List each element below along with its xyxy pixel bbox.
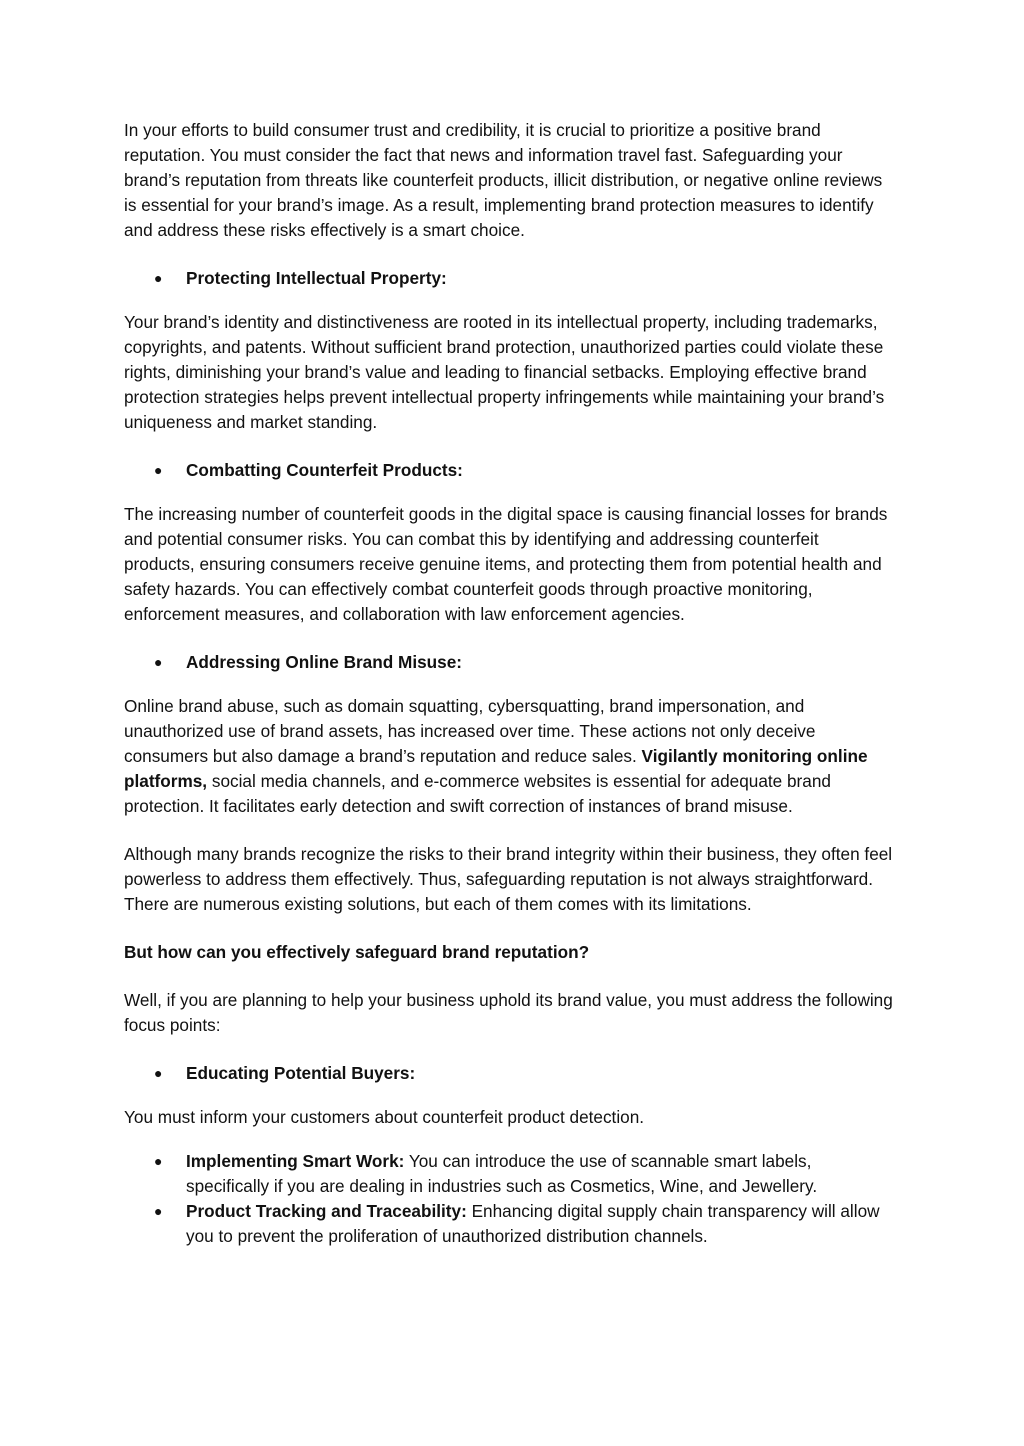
list-item-label: Product Tracking and Traceability:: [186, 1201, 467, 1221]
body-text: social media channels, and e-commerce websites is essential for adequate brand protection. It facilitates early detection and swift correction of instances of brand misuse.: [124, 771, 831, 816]
section-body: You must inform your customers about counterfeit product detection.: [124, 1107, 645, 1127]
section-body: Your brand’s identity and distinctiveness are rooted in its intellectual property, including trademarks, copyrights, and patents. Without sufficient brand protection, unauthorized parties could violate these rights, diminishing your brand’s value and leading to financial setbacks. Employing effective brand protection strategies helps prevent intellectual property infringements while maintaining your brand’s uniqueness and market standing.: [124, 312, 885, 432]
intro-paragraph: In your efforts to build consumer trust and credibility, it is crucial to prioritize a positive brand reputation. You must consider the fact that news and information travel fast. Safeguarding your brand’s reputation from threats like counterfeit products, illicit distribution, or negative online reviews is essential for your brand’s image. As a result, implementing brand protection measures to identify and address these risks effectively is a smart choice.: [124, 120, 883, 240]
section-body: [124, 694, 894, 819]
section-heading-text: Addressing Online Brand Misuse:: [186, 652, 462, 672]
section-heading-text: Protecting Intellectual Property:: [186, 268, 447, 288]
bullet-icon: ●: [154, 1203, 163, 1219]
sub-points-list: [124, 1149, 894, 1249]
section-heading: [124, 266, 894, 291]
list-item: [124, 1149, 894, 1199]
section-heading-list: [124, 1061, 894, 1086]
closing-paragraph: Although many brands recognize the risks to their brand integrity within their business, they often feel powerless to address them effectively. Thus, safeguarding reputation is not always straightforward. There are numerous existing solutions, but each of them comes with its limitations.: [124, 844, 893, 914]
focus-intro-paragraph: Well, if you are planning to help your business uphold its brand value, you must address the following focus points:: [124, 990, 893, 1035]
bullet-icon: ●: [154, 1065, 163, 1081]
section-heading: [124, 1061, 894, 1086]
document-page: [124, 118, 894, 1268]
section-body: The increasing number of counterfeit goods in the digital space is causing financial losses for brands and potential consumer risks. You can combat this by identifying and addressing counterfeit products, ensuring consumers receive genuine items, and protecting them from potential health and safety hazards. You can effectively combat counterfeit goods through proactive monitoring, enforcement measures, and collaboration with law enforcement agencies.: [124, 504, 888, 624]
section-heading-list: [124, 458, 894, 483]
body-text: Online brand abuse, such as domain squatting, cybersquatting, brand impersonation, and unauthorized use of brand assets, has increased over time. These actions not only deceive consumers but also damage a brand’s reputation and reduce sales.: [124, 696, 816, 766]
body-bold-text: Vigilantly monitoring online platforms,: [124, 746, 868, 791]
bullet-icon: ●: [154, 462, 163, 478]
list-item-text: You can introduce the use of scannable smart labels, specifically if you are dealing in industries such as Cosmetics, Wine, and Jewellery.: [186, 1151, 818, 1196]
list-item: [124, 1199, 894, 1249]
bullet-icon: ●: [154, 270, 163, 286]
question-heading: But how can you effectively safeguard brand reputation?: [124, 942, 590, 962]
section-heading-list: [124, 266, 894, 291]
list-item-label: Implementing Smart Work:: [186, 1151, 405, 1171]
section-heading: [124, 458, 894, 483]
section-heading-text: Combatting Counterfeit Products:: [186, 460, 463, 480]
section-heading: [124, 650, 894, 675]
list-item-text: Enhancing digital supply chain transparency will allow you to prevent the proliferation of unauthorized distribution channels.: [186, 1201, 880, 1246]
bullet-icon: ●: [154, 654, 163, 670]
bullet-icon: ●: [154, 1153, 163, 1169]
section-heading-text: Educating Potential Buyers:: [186, 1063, 416, 1083]
section-heading-list: [124, 650, 894, 675]
